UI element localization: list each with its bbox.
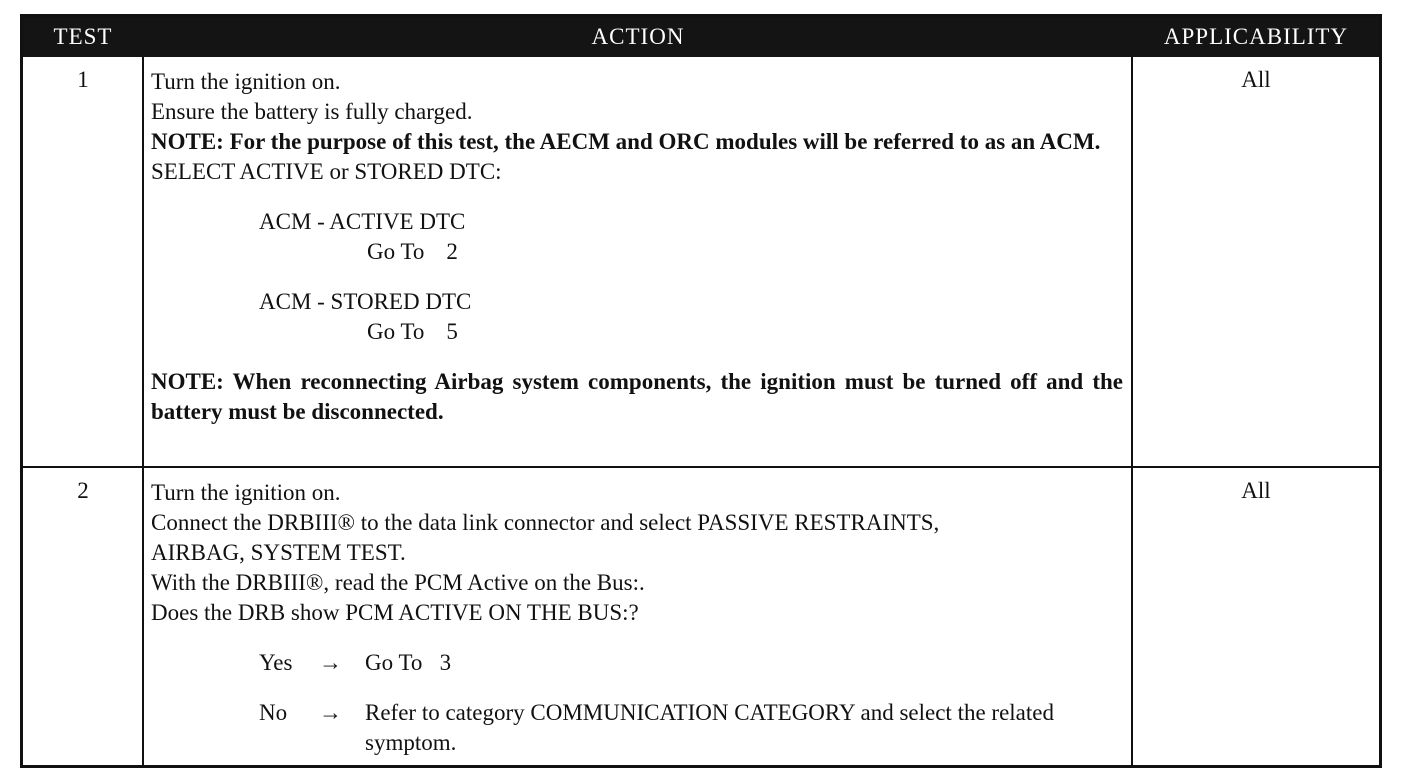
note-text: NOTE: When reconnecting Airbag system components, the ignition must be turned off and the battery must be disconnected. (151, 369, 1123, 424)
action-cell (151, 67, 1123, 427)
action-line: With the DRBIII®, read the PCM Active on the Bus:. (151, 570, 645, 595)
action-line: Does the DRB show PCM ACTIVE ON THE BUS:? (151, 600, 639, 625)
arrow-right-icon: → (319, 700, 342, 725)
action-line: AIRBAG, SYSTEM TEST. (151, 540, 406, 565)
test-number: 1 (77, 67, 89, 92)
goto-label: Go To (367, 239, 425, 264)
answer-text: Refer to category COMMUNICATION CATEGORY and select the related symptom. (365, 700, 1054, 755)
header-applicability: APPLICABILITY (1163, 24, 1349, 49)
action-line: Connect the DRBIII® to the data link connector and select PASSIVE RESTRAINTS, (151, 510, 940, 535)
table-row (23, 57, 1379, 466)
goto-instruction (151, 237, 1123, 267)
option-label: ACM - ACTIVE DTC (259, 209, 466, 234)
note-text: NOTE: For the purpose of this test, the AECM and ORC modules will be referred to as an ACM. (151, 129, 1101, 154)
goto-instruction (151, 317, 1123, 347)
table-header-row (23, 17, 1379, 57)
action-cell (151, 478, 1123, 758)
applicability-value: All (1241, 478, 1271, 503)
answer-yes (151, 648, 1123, 678)
applicability-value: All (1241, 67, 1271, 92)
answer-label: Yes (259, 650, 293, 675)
goto-label: Go To (367, 319, 425, 344)
answer-no (151, 698, 1123, 758)
header-test: TEST (53, 24, 113, 49)
table-row (23, 468, 1379, 768)
action-line: Turn the ignition on. (151, 69, 341, 94)
answer-text: Go To 3 (365, 650, 452, 675)
goto-target: 2 (446, 239, 458, 264)
arrow-right-icon: → (319, 650, 342, 675)
action-line: SELECT ACTIVE or STORED DTC: (151, 159, 502, 184)
test-number: 2 (77, 478, 89, 503)
action-line: Ensure the battery is fully charged. (151, 99, 473, 124)
goto-target: 5 (446, 319, 458, 344)
header-action: ACTION (591, 24, 685, 49)
action-line: Turn the ignition on. (151, 480, 341, 505)
diagnostic-test-table (20, 14, 1382, 768)
option-label: ACM - STORED DTC (259, 289, 472, 314)
answer-label: No (259, 700, 288, 725)
